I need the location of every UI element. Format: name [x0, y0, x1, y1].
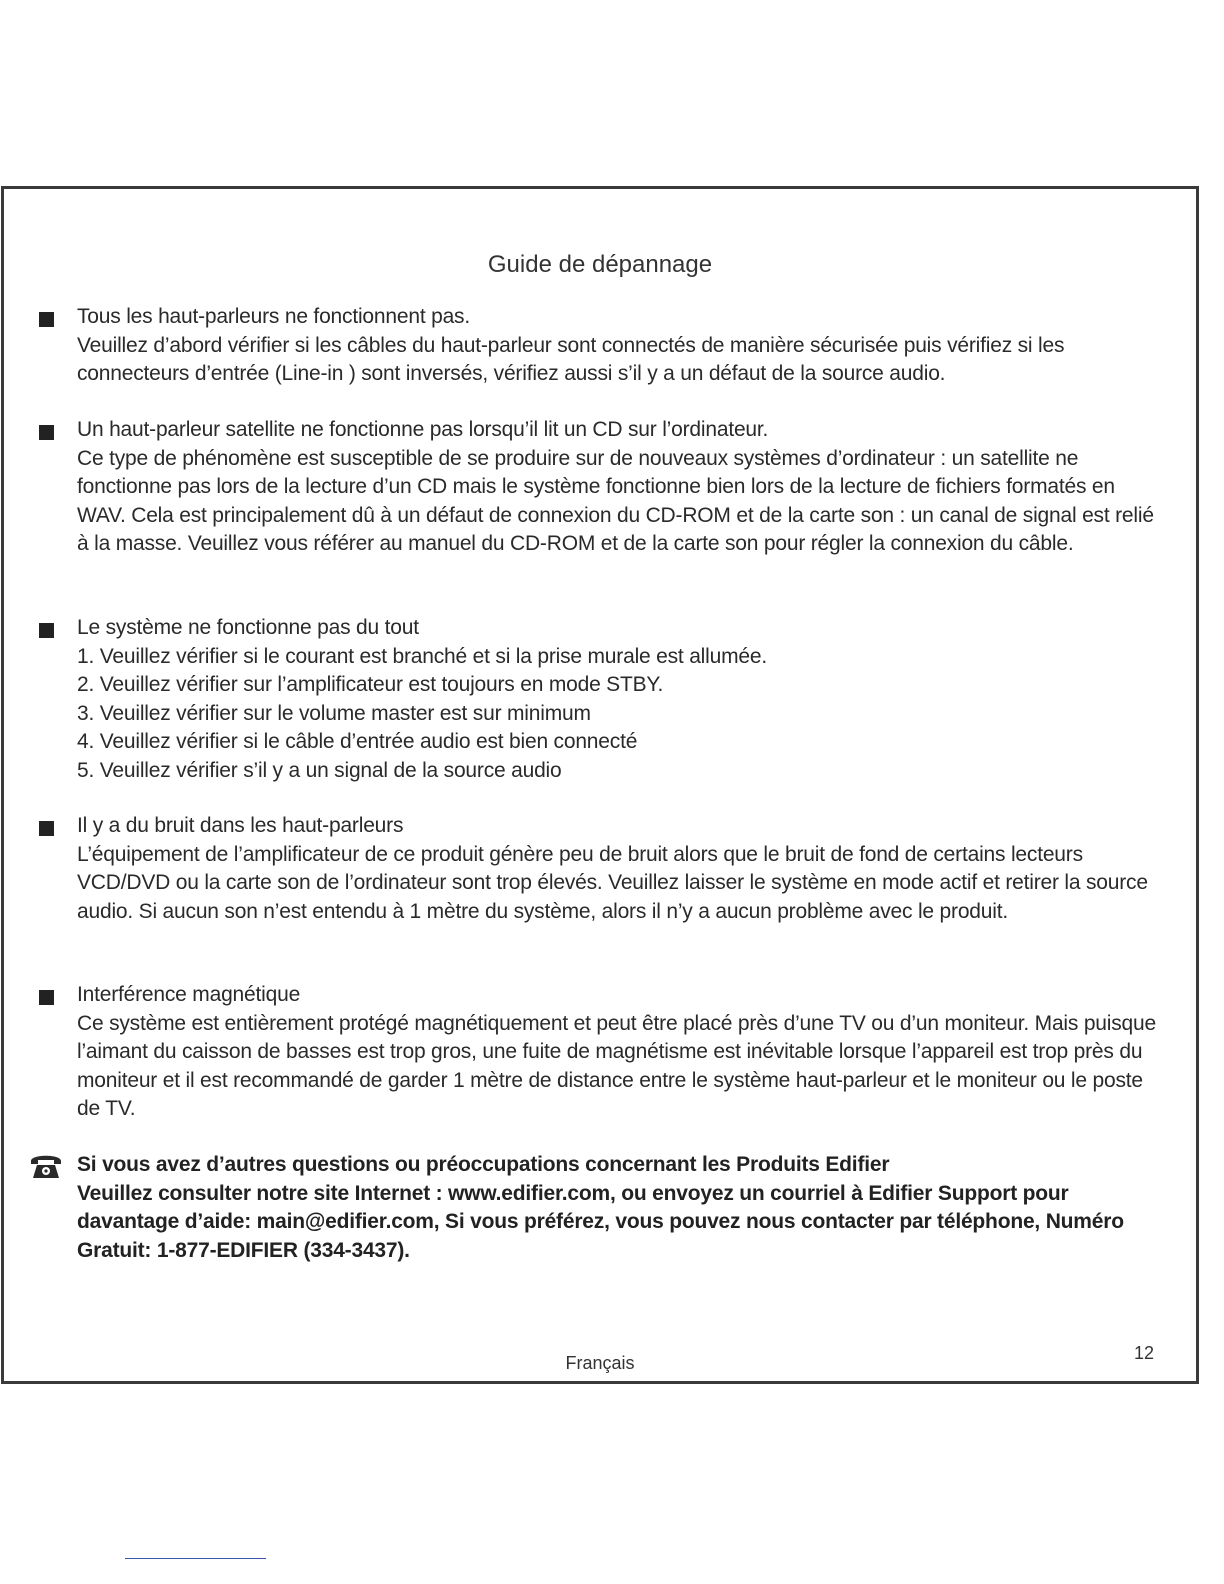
square-bullet-icon	[39, 623, 54, 638]
troubleshoot-section-magnetic	[77, 981, 1160, 1124]
list-item: 1. Veuillez vérifier si le courant est branché et si la prise murale est allumée.	[77, 644, 767, 668]
section-body: L’équipement de l’amplificateur de ce produit génère peu de bruit alors que le bruit de fond de certains lecteurs VCD/DVD ou la carte son de l’ordinateur sont trop élevés. Veuillez laisser le système en mode actif et retirer la source audio. Si aucun son n’est entendu à 1 mètre du système, alors il n’y a aucun problème avec le produit.	[77, 842, 1148, 923]
square-bullet-icon	[39, 821, 54, 836]
contact-body: Veuillez consulter notre site Internet : www.edifier.com, ou envoyez un courriel à Edifier Support pour davantage d’aide: main@edifier.com, Si vous préférez, vous pouvez nous contacter par téléphone, Numéro Gratuit: 1-877-EDIFIER (334-3437).	[77, 1181, 1124, 1262]
footer-underline-divider	[125, 1558, 266, 1559]
section-body: Ce système est entièrement protégé magnétiquement et peut être placé près d’une TV ou d’un moniteur. Mais puisque l’aimant du caisson de basses est trop gros, une fuite de magnétisme est inévitable lorsque l’appareil est trop près du moniteur et il est recommandé de garder 1 mètre de distance entre le système haut-parleur et le moniteur ou le poste de TV.	[77, 1011, 1156, 1120]
page-title: Guide de dépannage	[487, 251, 713, 278]
section-heading: Tous les haut-parleurs ne fonctionnent pas.	[77, 305, 470, 328]
list-item: 2. Veuillez vérifier sur l’amplificateur est toujours en mode STBY.	[77, 673, 664, 696]
troubleshoot-section-system	[77, 614, 1160, 785]
troubleshoot-section-satellite	[77, 416, 1160, 559]
section-heading: Interférence magnétique	[77, 983, 301, 1006]
troubleshoot-section-noise	[77, 812, 1160, 926]
list-item: 5. Veuillez vérifier s’il y a un signal de la source audio	[77, 758, 562, 782]
square-bullet-icon	[39, 312, 54, 327]
square-bullet-icon	[39, 990, 54, 1005]
contact-section	[77, 1151, 1160, 1265]
section-body: Veuillez d’abord vérifier si les câbles du haut-parleur sont connectés de manière sécurisée puis vérifiez si les connecteurs d’entrée (Line-in ) sont inversés, vérifiez aussi s’il y a un défaut de la source audio.	[77, 333, 1065, 385]
list-item: 3. Veuillez vérifier sur le volume master est sur minimum	[77, 701, 591, 725]
page-number: 12	[1133, 1343, 1154, 1363]
section-heading: Le système ne fonctionne pas du tout	[77, 616, 419, 639]
contact-heading: Si vous avez d’autres questions ou préoccupations concernant les Produits Edifier	[77, 1153, 890, 1176]
list-item: 4. Veuillez vérifier si le câble d’entrée audio est bien connecté	[77, 730, 638, 753]
section-heading: Il y a du bruit dans les haut-parleurs	[77, 814, 404, 837]
troubleshoot-section-all-speakers	[77, 303, 1160, 389]
telephone-icon	[29, 1151, 63, 1181]
footer-language: Français	[565, 1353, 635, 1373]
square-bullet-icon	[39, 425, 54, 440]
section-heading: Un haut-parleur satellite ne fonctionne pas lorsqu’il lit un CD sur l’ordinateur.	[77, 418, 769, 441]
section-body: Ce type de phénomène est susceptible de se produire sur de nouveaux systèmes d’ordinateur : un satellite ne fonctionne pas lors de la lecture d’un CD mais le système fonctionne bien lors de la lecture de fichiers formatés en WAV. Cela est principalement dû à un défaut de connexion du CD-ROM et de la carte son : un canal de signal est relié à la masse. Veuillez vous référer au manuel du CD-ROM et de la carte son pour régler la connexion du câble.	[77, 446, 1154, 555]
manual-page-frame	[1, 186, 1199, 1384]
